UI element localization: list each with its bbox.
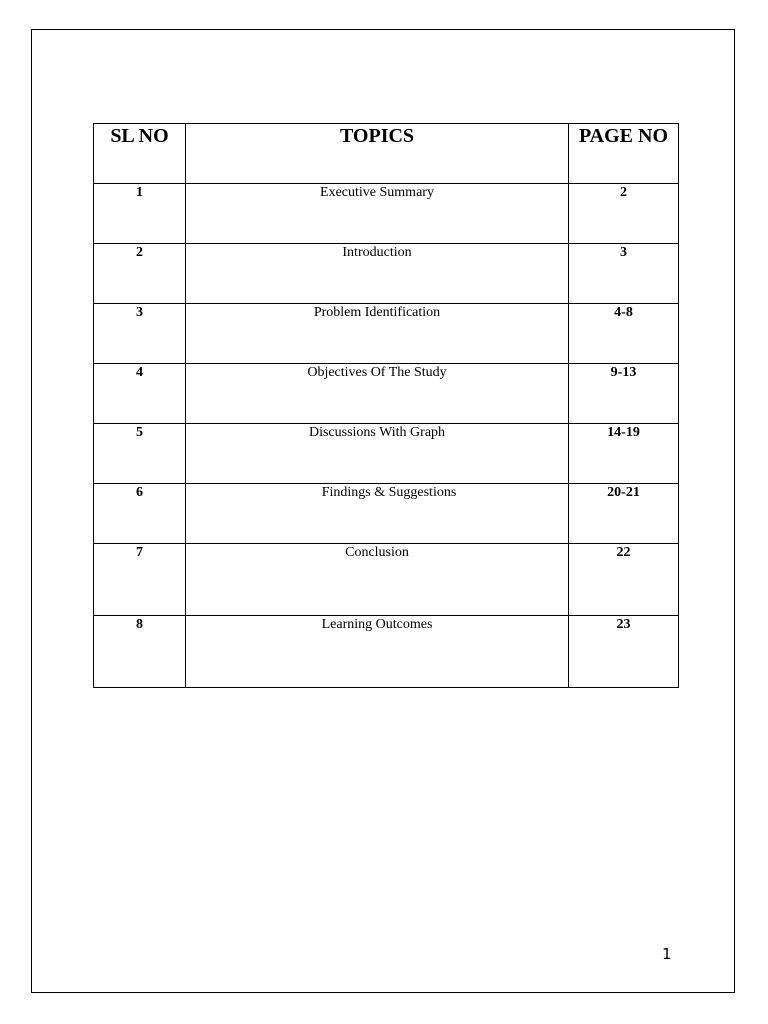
table-header-row bbox=[94, 124, 679, 184]
row-sl-no: 8 bbox=[94, 616, 186, 688]
row-sl-no: 2 bbox=[94, 244, 186, 304]
header-topics: TOPICS bbox=[186, 124, 569, 184]
row-page-no: 4-8 bbox=[569, 304, 679, 364]
row-sl-no: 5 bbox=[94, 424, 186, 484]
row-topic: Findings & Suggestions bbox=[186, 484, 569, 544]
page-number: 1 bbox=[662, 945, 672, 963]
row-topic: Problem Identification bbox=[186, 304, 569, 364]
table-row bbox=[94, 184, 679, 244]
row-topic: Objectives Of The Study bbox=[186, 364, 569, 424]
table-row bbox=[94, 244, 679, 304]
table-row bbox=[94, 484, 679, 544]
header-page-no: PAGE NO bbox=[569, 124, 679, 184]
row-topic: Learning Outcomes bbox=[186, 616, 569, 688]
table-row bbox=[94, 424, 679, 484]
table-row bbox=[94, 616, 679, 688]
row-page-no: 3 bbox=[569, 244, 679, 304]
row-sl-no: 3 bbox=[94, 304, 186, 364]
row-topic: Executive Summary bbox=[186, 184, 569, 244]
row-page-no: 9-13 bbox=[569, 364, 679, 424]
row-sl-no: 4 bbox=[94, 364, 186, 424]
table-row bbox=[94, 304, 679, 364]
row-page-no: 2 bbox=[569, 184, 679, 244]
row-sl-no: 1 bbox=[94, 184, 186, 244]
row-page-no: 22 bbox=[569, 544, 679, 616]
row-topic: Discussions With Graph bbox=[186, 424, 569, 484]
row-sl-no: 7 bbox=[94, 544, 186, 616]
table-row bbox=[94, 544, 679, 616]
row-topic: Conclusion bbox=[186, 544, 569, 616]
row-sl-no: 6 bbox=[94, 484, 186, 544]
row-topic: Introduction bbox=[186, 244, 569, 304]
row-page-no: 23 bbox=[569, 616, 679, 688]
row-page-no: 14-19 bbox=[569, 424, 679, 484]
row-page-no: 20-21 bbox=[569, 484, 679, 544]
table-row bbox=[94, 364, 679, 424]
header-sl-no: SL NO bbox=[94, 124, 186, 184]
table-of-contents bbox=[93, 123, 679, 688]
